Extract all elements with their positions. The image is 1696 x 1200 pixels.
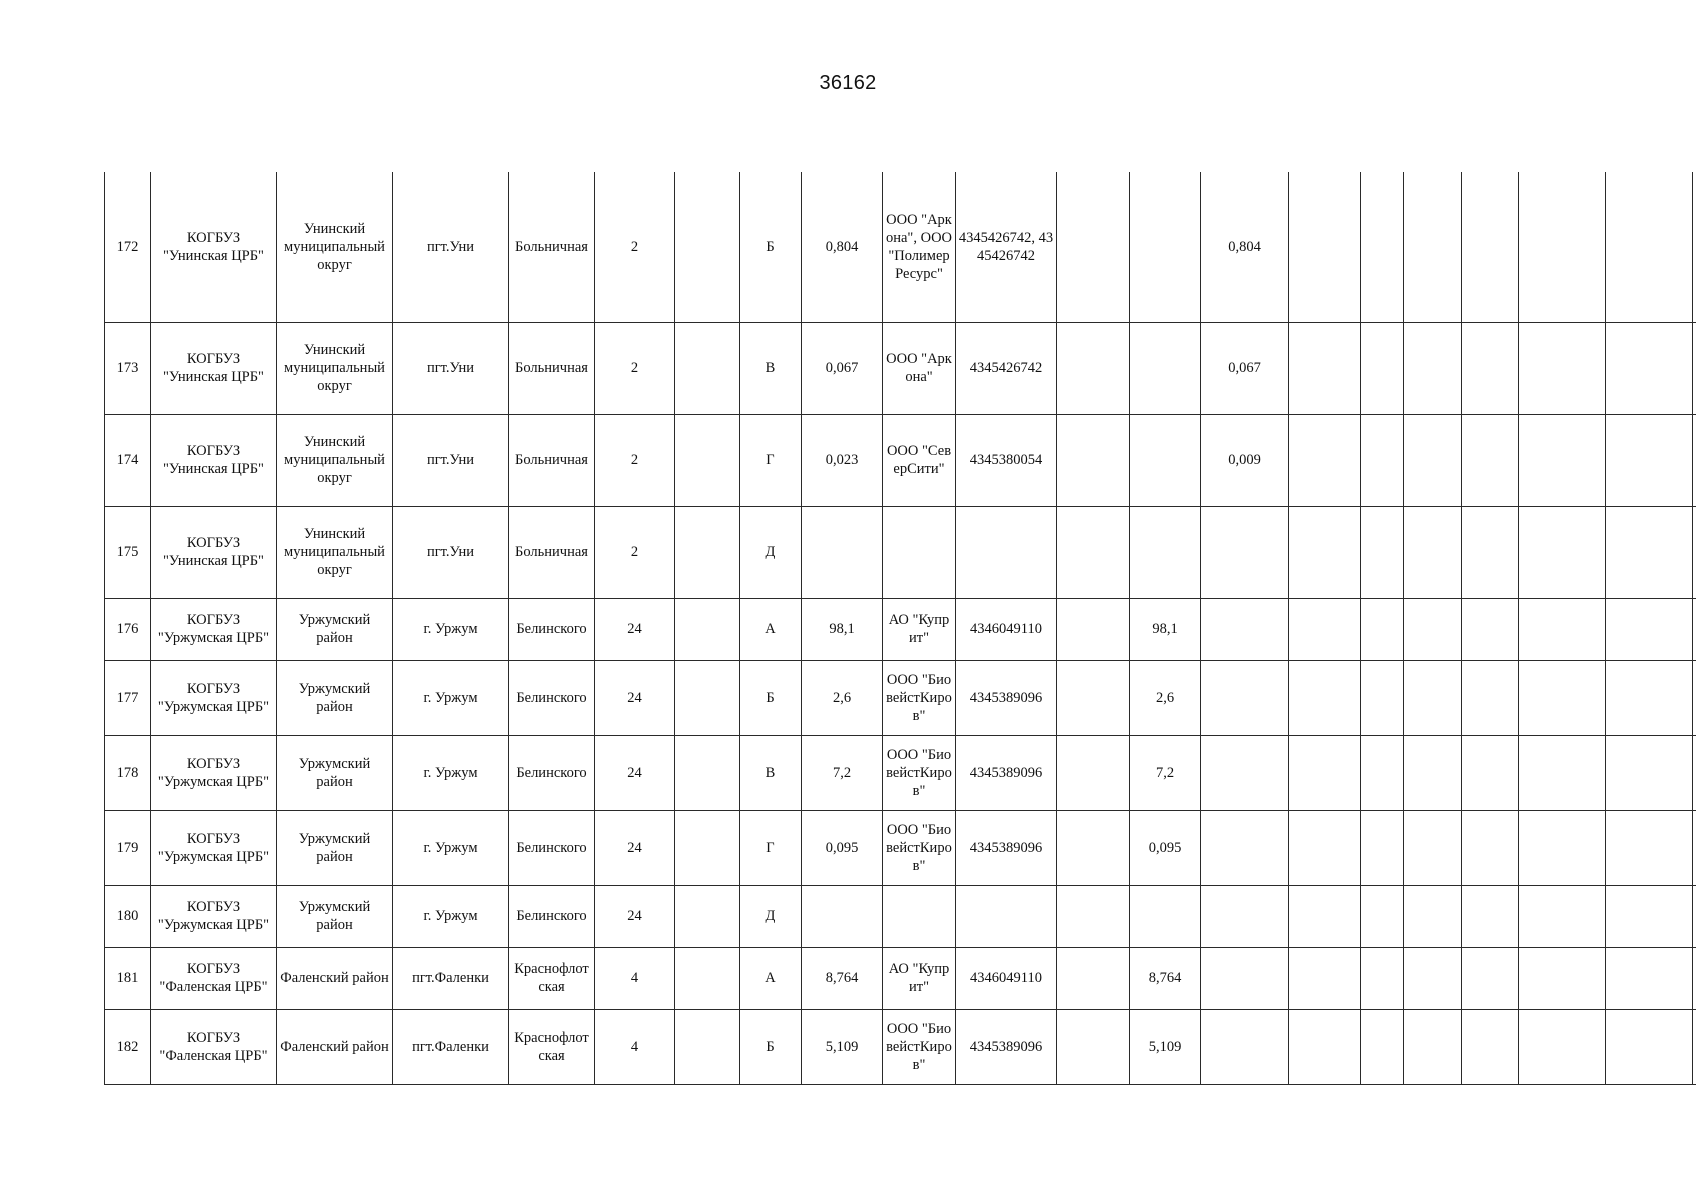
extra-cell-8 (1519, 506, 1606, 598)
contractor-cell: ООО "Аркона" (883, 322, 956, 414)
waste-amount-cell: 98,1 (802, 598, 883, 660)
extra-cell-9 (1606, 810, 1693, 885)
institution-cell: КОГБУЗ "Уржумская ЦРБ" (151, 735, 277, 810)
extra-cell-7 (1462, 735, 1519, 810)
building-cell (675, 506, 740, 598)
waste-amount-cell (802, 885, 883, 947)
building-cell (675, 598, 740, 660)
contractor-inn-cell (956, 885, 1057, 947)
extra-cell-10 (1693, 810, 1696, 885)
waste-class-cell: В (740, 735, 802, 810)
extra-cell-8 (1519, 660, 1606, 735)
extra-cell-4 (1289, 414, 1361, 506)
extra-cell-7 (1462, 947, 1519, 1009)
extra-cell-6 (1404, 172, 1462, 322)
contractor-cell: ООО "БиовейстКиров" (883, 660, 956, 735)
extra-cell-7 (1462, 885, 1519, 947)
building-cell (675, 735, 740, 810)
contractor-cell (883, 506, 956, 598)
building-cell (675, 414, 740, 506)
extra-cell-2 (1130, 322, 1201, 414)
street-cell: Больничная (509, 322, 595, 414)
institution-cell: КОГБУЗ "Уржумская ЦРБ" (151, 885, 277, 947)
extra-cell-2 (1130, 506, 1201, 598)
street-cell: Краснофлотская (509, 947, 595, 1009)
table-row (105, 506, 1696, 598)
municipality-cell: Уржумский район (277, 885, 393, 947)
house-number-cell: 2 (595, 506, 675, 598)
extra-cell-1 (1057, 598, 1130, 660)
table-row (105, 735, 1696, 810)
table-row (105, 1009, 1696, 1084)
waste-amount-cell: 0,804 (802, 172, 883, 322)
extra-cell-3: 0,009 (1201, 414, 1289, 506)
extra-cell-2: 8,764 (1130, 947, 1201, 1009)
house-number-cell: 2 (595, 322, 675, 414)
building-cell (675, 1009, 740, 1084)
house-number-cell: 24 (595, 885, 675, 947)
street-cell: Белинского (509, 735, 595, 810)
extra-cell-1 (1057, 414, 1130, 506)
extra-cell-6 (1404, 735, 1462, 810)
extra-cell-1 (1057, 506, 1130, 598)
house-number-cell: 2 (595, 172, 675, 322)
contractor-inn-cell (956, 506, 1057, 598)
row-number-cell: 179 (105, 810, 151, 885)
extra-cell-10 (1693, 1009, 1696, 1084)
extra-cell-1 (1057, 735, 1130, 810)
municipality-cell: Уржумский район (277, 735, 393, 810)
house-number-cell: 2 (595, 414, 675, 506)
table-body (105, 172, 1696, 1084)
extra-cell-3: 0,067 (1201, 322, 1289, 414)
extra-cell-7 (1462, 322, 1519, 414)
extra-cell-7 (1462, 506, 1519, 598)
waste-class-cell: Б (740, 172, 802, 322)
extra-cell-1 (1057, 172, 1130, 322)
street-cell: Больничная (509, 414, 595, 506)
waste-class-cell: Б (740, 1009, 802, 1084)
waste-registry-table (104, 172, 1696, 1085)
extra-cell-5 (1361, 598, 1404, 660)
waste-amount-cell: 2,6 (802, 660, 883, 735)
house-number-cell: 24 (595, 735, 675, 810)
extra-cell-1 (1057, 660, 1130, 735)
settlement-cell: г. Уржум (393, 810, 509, 885)
waste-class-cell: Г (740, 414, 802, 506)
extra-cell-1 (1057, 1009, 1130, 1084)
row-number-cell: 174 (105, 414, 151, 506)
institution-cell: КОГБУЗ "Унинская ЦРБ" (151, 506, 277, 598)
street-cell: Белинского (509, 660, 595, 735)
extra-cell-4 (1289, 598, 1361, 660)
page-number: 36162 (819, 72, 877, 94)
contractor-cell: ООО "БиовейстКиров" (883, 810, 956, 885)
institution-cell: КОГБУЗ "Уржумская ЦРБ" (151, 598, 277, 660)
building-cell (675, 947, 740, 1009)
extra-cell-9 (1606, 1009, 1693, 1084)
building-cell (675, 810, 740, 885)
municipality-cell: Уржумский район (277, 810, 393, 885)
waste-amount-cell: 7,2 (802, 735, 883, 810)
extra-cell-3 (1201, 506, 1289, 598)
table-row (105, 322, 1696, 414)
extra-cell-3 (1201, 1009, 1289, 1084)
extra-cell-6 (1404, 810, 1462, 885)
settlement-cell: г. Уржум (393, 660, 509, 735)
contractor-inn-cell: 4345389096 (956, 660, 1057, 735)
extra-cell-5 (1361, 322, 1404, 414)
waste-amount-cell: 0,067 (802, 322, 883, 414)
waste-amount-cell: 0,095 (802, 810, 883, 885)
extra-cell-5 (1361, 810, 1404, 885)
settlement-cell: пгт.Уни (393, 506, 509, 598)
contractor-inn-cell: 4345389096 (956, 1009, 1057, 1084)
extra-cell-3 (1201, 947, 1289, 1009)
settlement-cell: г. Уржум (393, 598, 509, 660)
house-number-cell: 24 (595, 598, 675, 660)
street-cell: Белинского (509, 810, 595, 885)
extra-cell-6 (1404, 660, 1462, 735)
municipality-cell: Унинский муниципальный округ (277, 322, 393, 414)
extra-cell-6 (1404, 414, 1462, 506)
institution-cell: КОГБУЗ "Уржумская ЦРБ" (151, 810, 277, 885)
contractor-cell: ООО "Аркона", ООО "ПолимерРесурс" (883, 172, 956, 322)
extra-cell-5 (1361, 506, 1404, 598)
extra-cell-7 (1462, 1009, 1519, 1084)
extra-cell-10 (1693, 414, 1696, 506)
waste-amount-cell: 8,764 (802, 947, 883, 1009)
row-number-cell: 181 (105, 947, 151, 1009)
extra-cell-6 (1404, 506, 1462, 598)
contractor-inn-cell: 4345389096 (956, 810, 1057, 885)
extra-cell-8 (1519, 172, 1606, 322)
house-number-cell: 24 (595, 660, 675, 735)
extra-cell-9 (1606, 885, 1693, 947)
extra-cell-9 (1606, 172, 1693, 322)
institution-cell: КОГБУЗ "Унинская ЦРБ" (151, 172, 277, 322)
waste-class-cell: Д (740, 506, 802, 598)
extra-cell-9 (1606, 506, 1693, 598)
contractor-inn-cell: 4346049110 (956, 598, 1057, 660)
waste-class-cell: Б (740, 660, 802, 735)
extra-cell-1 (1057, 322, 1130, 414)
table-row (105, 885, 1696, 947)
row-number-cell: 172 (105, 172, 151, 322)
extra-cell-1 (1057, 885, 1130, 947)
extra-cell-9 (1606, 947, 1693, 1009)
row-number-cell: 176 (105, 598, 151, 660)
extra-cell-5 (1361, 660, 1404, 735)
row-number-cell: 180 (105, 885, 151, 947)
extra-cell-6 (1404, 885, 1462, 947)
extra-cell-7 (1462, 660, 1519, 735)
settlement-cell: пгт.Фаленки (393, 1009, 509, 1084)
extra-cell-5 (1361, 735, 1404, 810)
contractor-inn-cell: 4345426742, 4345426742 (956, 172, 1057, 322)
table-row (105, 660, 1696, 735)
house-number-cell: 24 (595, 810, 675, 885)
table-row (105, 947, 1696, 1009)
extra-cell-9 (1606, 598, 1693, 660)
settlement-cell: пгт.Уни (393, 414, 509, 506)
extra-cell-6 (1404, 1009, 1462, 1084)
row-number-cell: 182 (105, 1009, 151, 1084)
extra-cell-4 (1289, 885, 1361, 947)
extra-cell-5 (1361, 885, 1404, 947)
extra-cell-7 (1462, 172, 1519, 322)
extra-cell-4 (1289, 506, 1361, 598)
extra-cell-4 (1289, 1009, 1361, 1084)
extra-cell-1 (1057, 810, 1130, 885)
contractor-cell: ООО "СеверСити" (883, 414, 956, 506)
extra-cell-3 (1201, 660, 1289, 735)
extra-cell-6 (1404, 598, 1462, 660)
institution-cell: КОГБУЗ "Фаленская ЦРБ" (151, 947, 277, 1009)
street-cell: Больничная (509, 506, 595, 598)
extra-cell-5 (1361, 947, 1404, 1009)
table-row (105, 172, 1696, 322)
extra-cell-2: 5,109 (1130, 1009, 1201, 1084)
extra-cell-9 (1606, 322, 1693, 414)
settlement-cell: г. Уржум (393, 885, 509, 947)
contractor-cell: ООО "БиовейстКиров" (883, 1009, 956, 1084)
waste-amount-cell: 0,023 (802, 414, 883, 506)
waste-class-cell: А (740, 947, 802, 1009)
municipality-cell: Уржумский район (277, 598, 393, 660)
waste-class-cell: Д (740, 885, 802, 947)
extra-cell-8 (1519, 735, 1606, 810)
extra-cell-1 (1057, 947, 1130, 1009)
extra-cell-4 (1289, 322, 1361, 414)
extra-cell-3 (1201, 735, 1289, 810)
row-number-cell: 173 (105, 322, 151, 414)
contractor-inn-cell: 4345389096 (956, 735, 1057, 810)
extra-cell-9 (1606, 414, 1693, 506)
extra-cell-9 (1606, 735, 1693, 810)
waste-class-cell: Г (740, 810, 802, 885)
institution-cell: КОГБУЗ "Унинская ЦРБ" (151, 322, 277, 414)
extra-cell-8 (1519, 885, 1606, 947)
extra-cell-10 (1693, 322, 1696, 414)
settlement-cell: пгт.Уни (393, 172, 509, 322)
extra-cell-2: 2,6 (1130, 660, 1201, 735)
row-number-cell: 178 (105, 735, 151, 810)
building-cell (675, 172, 740, 322)
municipality-cell: Унинский муниципальный округ (277, 172, 393, 322)
street-cell: Краснофлотская (509, 1009, 595, 1084)
extra-cell-4 (1289, 735, 1361, 810)
extra-cell-4 (1289, 947, 1361, 1009)
contractor-cell: АО "Куприт" (883, 947, 956, 1009)
extra-cell-8 (1519, 810, 1606, 885)
waste-class-cell: А (740, 598, 802, 660)
extra-cell-4 (1289, 172, 1361, 322)
extra-cell-3: 0,804 (1201, 172, 1289, 322)
extra-cell-10 (1693, 598, 1696, 660)
extra-cell-2: 7,2 (1130, 735, 1201, 810)
extra-cell-4 (1289, 810, 1361, 885)
waste-amount-cell (802, 506, 883, 598)
extra-cell-7 (1462, 414, 1519, 506)
extra-cell-7 (1462, 598, 1519, 660)
extra-cell-10 (1693, 885, 1696, 947)
settlement-cell: г. Уржум (393, 735, 509, 810)
extra-cell-2: 0,095 (1130, 810, 1201, 885)
institution-cell: КОГБУЗ "Фаленская ЦРБ" (151, 1009, 277, 1084)
row-number-cell: 175 (105, 506, 151, 598)
institution-cell: КОГБУЗ "Уржумская ЦРБ" (151, 660, 277, 735)
municipality-cell: Фаленский район (277, 1009, 393, 1084)
street-cell: Белинского (509, 598, 595, 660)
municipality-cell: Унинский муниципальный округ (277, 414, 393, 506)
extra-cell-8 (1519, 598, 1606, 660)
row-number-cell: 177 (105, 660, 151, 735)
municipality-cell: Унинский муниципальный округ (277, 506, 393, 598)
extra-cell-9 (1606, 660, 1693, 735)
extra-cell-8 (1519, 322, 1606, 414)
extra-cell-10 (1693, 172, 1696, 322)
table-row (105, 414, 1696, 506)
contractor-cell: ООО "БиовейстКиров" (883, 735, 956, 810)
street-cell: Белинского (509, 885, 595, 947)
waste-class-cell: В (740, 322, 802, 414)
extra-cell-3 (1201, 885, 1289, 947)
municipality-cell: Фаленский район (277, 947, 393, 1009)
extra-cell-5 (1361, 414, 1404, 506)
extra-cell-10 (1693, 735, 1696, 810)
institution-cell: КОГБУЗ "Унинская ЦРБ" (151, 414, 277, 506)
contractor-inn-cell: 4345380054 (956, 414, 1057, 506)
extra-cell-2 (1130, 172, 1201, 322)
extra-cell-10 (1693, 660, 1696, 735)
extra-cell-3 (1201, 810, 1289, 885)
extra-cell-7 (1462, 810, 1519, 885)
extra-cell-2: 98,1 (1130, 598, 1201, 660)
building-cell (675, 322, 740, 414)
extra-cell-10 (1693, 506, 1696, 598)
street-cell: Больничная (509, 172, 595, 322)
extra-cell-5 (1361, 172, 1404, 322)
contractor-inn-cell: 4345426742 (956, 322, 1057, 414)
extra-cell-6 (1404, 322, 1462, 414)
extra-cell-8 (1519, 947, 1606, 1009)
extra-cell-8 (1519, 1009, 1606, 1084)
house-number-cell: 4 (595, 1009, 675, 1084)
extra-cell-4 (1289, 660, 1361, 735)
table-row (105, 810, 1696, 885)
extra-cell-3 (1201, 598, 1289, 660)
house-number-cell: 4 (595, 947, 675, 1009)
contractor-inn-cell: 4346049110 (956, 947, 1057, 1009)
waste-amount-cell: 5,109 (802, 1009, 883, 1084)
extra-cell-5 (1361, 1009, 1404, 1084)
municipality-cell: Уржумский район (277, 660, 393, 735)
extra-cell-8 (1519, 414, 1606, 506)
contractor-cell (883, 885, 956, 947)
extra-cell-6 (1404, 947, 1462, 1009)
building-cell (675, 885, 740, 947)
contractor-cell: АО "Куприт" (883, 598, 956, 660)
extra-cell-2 (1130, 414, 1201, 506)
extra-cell-10 (1693, 947, 1696, 1009)
extra-cell-2 (1130, 885, 1201, 947)
settlement-cell: пгт.Фаленки (393, 947, 509, 1009)
table-row (105, 598, 1696, 660)
settlement-cell: пгт.Уни (393, 322, 509, 414)
building-cell (675, 660, 740, 735)
